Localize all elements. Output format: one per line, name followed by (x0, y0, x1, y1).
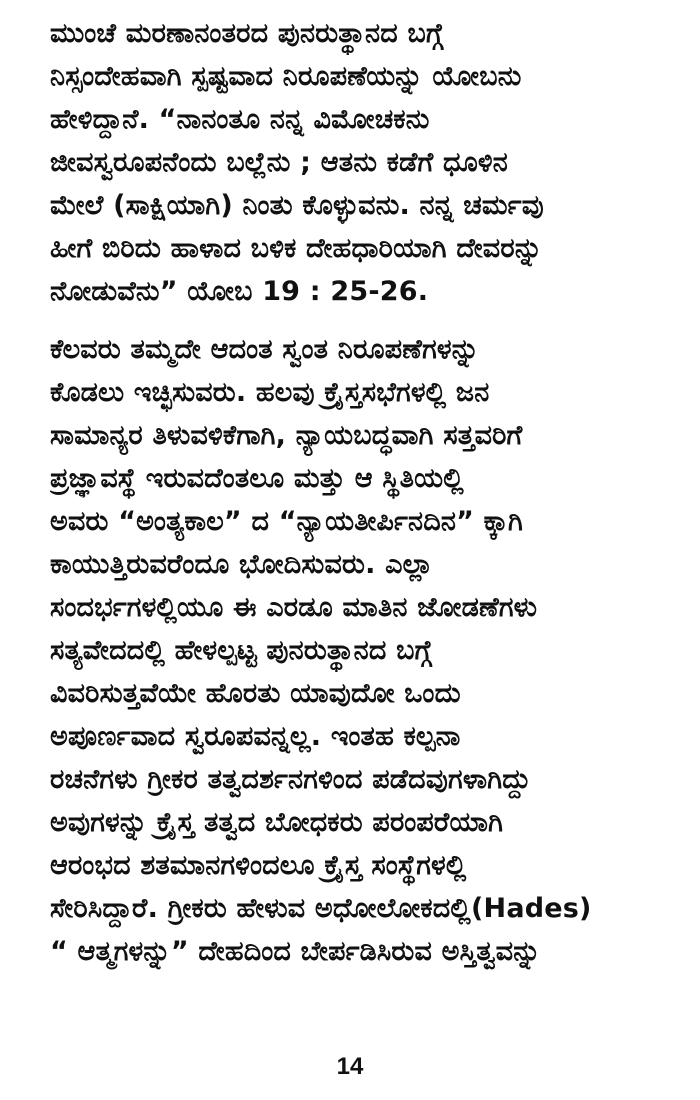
text-line: ಹೀಗೆ ಬಿರಿದು ಹಾಳಾದ ಬಳಿಕ ದೇಹಧಾರಿಯಾಗಿ ದೇವರನ್ನು (50, 233, 543, 264)
text-line: ಕೊಡಲು ಇಚ್ಛಿಸುವರು. ಹಲವು ಕ್ರೈಸ್ತಸಭೆಗಳಲ್ಲಿ ಜನ (50, 377, 490, 408)
paragraph-2 (50, 328, 635, 973)
text-line: “ ಆತ್ಮಗಳನ್ನು” ದೇಹದಿಂದ ಬೇರ್ಪಡಿಸಿರುವ ಅಸ್ತಿತ್ವವನ್ನು (50, 936, 541, 967)
text-line: ಮುಂಚೆ ಮರಣಾನಂತರದ ಪುನರುತ್ಥಾನದ ಬಗ್ಗೆ (50, 18, 444, 49)
text-line: ಆರಂಭದ ಶತಮಾನಗಳಿಂದಲೂ ಕ್ರೈಸ್ತ ಸಂಸ್ಥೆಗಳಲ್ಲಿ (50, 850, 467, 881)
text-line: ಸಂದರ್ಭಗಳಲ್ಲಿಯೂ ಈ ಎರಡೂ ಮಾತಿನ ಜೋಡಣೆಗಳು (50, 592, 538, 623)
text-line: ಸೇರಿಸಿದ್ದಾರೆ. ಗ್ರೀಕರು ಹೇಳುವ ಅಧೋಲೋಕದಲ್ಲಿ(Hades) (50, 893, 592, 924)
paragraph-1 (50, 12, 635, 313)
text-line: ಪ್ರಜ್ಞಾವಸ್ಥೆ ಇರುವದೆಂತಲೂ ಮತ್ತು ಆ ಸ್ಥಿತಿಯಲ್ಲಿ (50, 463, 464, 494)
text-line: ಸತ್ಯವೇದದಲ್ಲಿ ಹೇಳಲ್ಪಟ್ಟ ಪುನರುತ್ಥಾನದ ಬಗ್ಗೆ (50, 635, 433, 666)
text-line: ಅವುಗಳನ್ನು ಕ್ರೈಸ್ತ ತತ್ವದ ಬೋಧಕರು ಪರಂಪರೆಯಾಗಿ (50, 807, 504, 838)
text-line: ಮೇಲೆ (ಸಾಕ್ಷಿಯಾಗಿ) ನಿಂತು ಕೊಳ್ಳುವನು. ನನ್ನ ಚರ್ಮವು (50, 190, 544, 221)
text-line: ನೋಡುವೆನು” ಯೋಬ 19 : 25-26. (50, 276, 429, 307)
text-line: ನಿಸ್ಸಂದೇಹವಾಗಿ ಸ್ಪಷ್ಟವಾದ ನಿರೂಪಣೆಯನ್ನು ಯೋಬನು (50, 61, 522, 92)
page-number: 14 (336, 1053, 364, 1080)
text-line: ಕೆಲವರು ತಮ್ಮದೇ ಆದಂತ ಸ್ವಂತ ನಿರೂಪಣೆಗಳನ್ನು (50, 334, 480, 365)
text-line: ಕಾಯುತ್ತಿರುವರೆಂದೂ ಭೋದಿಸುವರು. ಎಲ್ಲಾ (50, 549, 434, 580)
text-line: ಹೇಳಿದ್ದಾನೆ. “ನಾನಂತೂ ನನ್ನ ವಿಮೋಚಕನು (50, 104, 430, 135)
text-line: ವಿವರಿಸುತ್ತವೆಯೇ ಹೊರತು ಯಾವುದೋ ಒಂದು (50, 678, 461, 709)
text-line: ಸಾಮಾನ್ಯರ ತಿಳುವಳಿಕೆಗಾಗಿ, ನ್ಯಾಯಬದ್ಧವಾಗಿ ಸತ್ತವರಿಗೆ (50, 420, 523, 451)
text-line: ಅವರು “ಅಂತ್ಯಕಾಲ” ದ “ನ್ಯಾಯತೀರ್ಪಿನದಿನ” ಕ್ಕಾಗಿ (50, 506, 524, 537)
text-line: ರಚನೆಗಳು ಗ್ರೀಕರ ತತ್ವದರ್ಶನಗಳಿಂದ ಪಡೆದವುಗಳಾಗಿದ್ದು (50, 764, 531, 795)
text-line: ಅಪೂರ್ಣವಾದ ಸ್ವರೂಪವನ್ನಲ್ಲ. ಇಂತಹ ಕಲ್ಪನಾ (50, 721, 461, 752)
text-line: ಜೀವಸ್ವರೂಪನೆಂದು ಬಲ್ಲೆನು ; ಆತನು ಕಡೆಗೆ ಧೂಳಿನ (50, 147, 509, 178)
